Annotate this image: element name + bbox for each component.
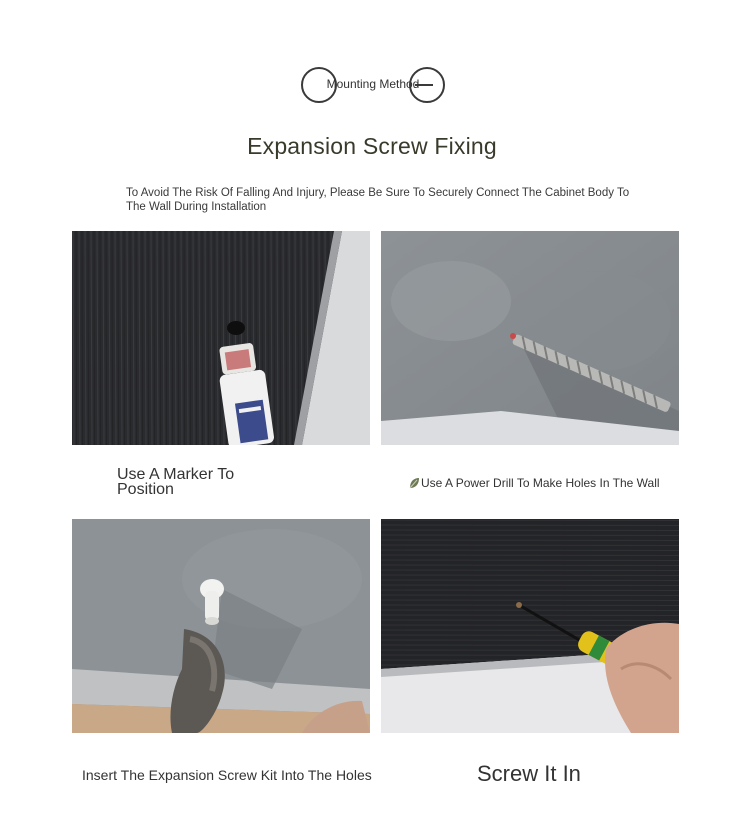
step-2-caption-text: Use A Power Drill To Make Holes In The Wall (421, 476, 660, 490)
step-2-caption (409, 476, 660, 490)
marker-photo (72, 231, 370, 445)
hammer-photo (72, 519, 370, 733)
step-3-caption: Insert The Expansion Screw Kit Into The Holes (82, 767, 372, 783)
leaf-icon (409, 477, 420, 489)
intro-text: To Avoid The Risk Of Falling And Injury, Please Be Sure To Securely Connect The Cabinet Body To The Wall During Installation (126, 187, 630, 213)
screwdriver-photo (381, 519, 679, 733)
badge-label: Mounting Method (326, 77, 420, 91)
step-4-caption: Screw It In (477, 761, 581, 786)
drill-photo (381, 231, 679, 445)
page-title: Expansion Screw Fixing (247, 133, 497, 159)
step-1-caption: Use A Marker To Position (117, 466, 235, 498)
mounting-method-badge (301, 67, 445, 103)
